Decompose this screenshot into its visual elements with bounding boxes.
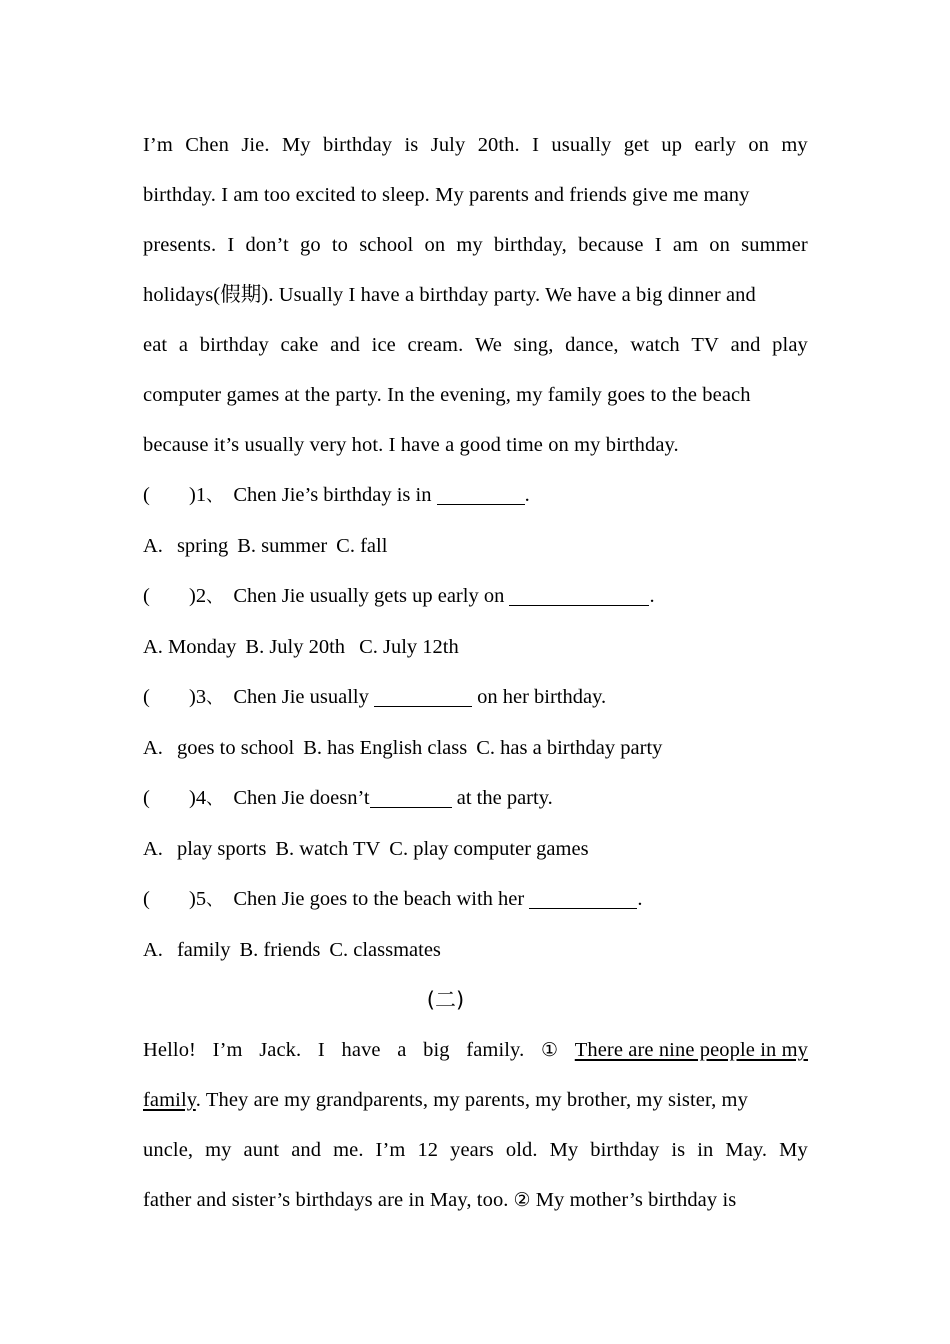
line-text: . They are my grandparents, my parents, my brother, my sister, my bbox=[195, 1089, 748, 1111]
question-tail: on her birthday. bbox=[477, 686, 607, 708]
word: school bbox=[359, 234, 414, 256]
underlined-sentence-one: There are nine people in my bbox=[574, 1039, 808, 1061]
question-number: 1 bbox=[195, 484, 207, 506]
question-text: Chen Jie doesn’t bbox=[233, 787, 370, 809]
option-a[interactable]: goes to school bbox=[176, 737, 295, 759]
word: and bbox=[330, 334, 361, 356]
line-text: holidays(假期). Usually I have a birthday party. We have a big dinner and bbox=[143, 284, 756, 306]
answer-blank-1[interactable] bbox=[437, 490, 525, 505]
option-a[interactable]: play sports bbox=[176, 838, 267, 860]
passage-one-line-2: birthday. I am too excited to sleep. My parents and friends give me many bbox=[143, 184, 750, 206]
word: I’m bbox=[375, 1139, 406, 1161]
question-text: Chen Jie’s birthday is in bbox=[233, 484, 432, 506]
question-2-options[interactable] bbox=[143, 622, 808, 672]
word: my bbox=[456, 234, 483, 256]
word: I bbox=[532, 134, 540, 156]
page-content bbox=[143, 120, 808, 1225]
passage-one-line-1 bbox=[143, 120, 808, 170]
circled-number-one-marker: ① bbox=[540, 1039, 559, 1061]
passage-one-line-4 bbox=[143, 270, 808, 320]
option-a[interactable]: spring bbox=[176, 535, 229, 557]
question-tail: . bbox=[637, 888, 643, 910]
option-a[interactable]: family bbox=[176, 939, 231, 961]
bracket-close: ) bbox=[189, 888, 196, 910]
word: I bbox=[317, 1039, 325, 1061]
word: sing, bbox=[513, 334, 554, 356]
word: don’t bbox=[245, 234, 289, 256]
question-2 bbox=[143, 571, 808, 622]
word: Jack. bbox=[259, 1039, 302, 1061]
word: cream. bbox=[407, 334, 464, 356]
word: me. bbox=[333, 1139, 364, 1161]
word: Chen bbox=[185, 134, 229, 156]
answer-bracket-4[interactable] bbox=[143, 773, 189, 823]
word: is bbox=[404, 134, 419, 156]
question-separator: 、 bbox=[206, 688, 224, 708]
word: in bbox=[697, 1139, 714, 1161]
bracket-open: ( bbox=[143, 585, 150, 607]
answer-bracket-1[interactable] bbox=[143, 470, 189, 520]
passage-two-line-2 bbox=[143, 1075, 808, 1125]
word: am bbox=[672, 234, 699, 256]
question-number: 3 bbox=[195, 686, 207, 708]
word: old. bbox=[505, 1139, 538, 1161]
bracket-close: ) bbox=[189, 686, 196, 708]
word: 12 bbox=[417, 1139, 439, 1161]
word: usually bbox=[551, 134, 612, 156]
bracket-close: ) bbox=[189, 787, 196, 809]
line-text: My mother’s birthday is bbox=[535, 1189, 737, 1211]
word: because bbox=[578, 234, 644, 256]
question-1 bbox=[143, 470, 808, 521]
answer-blank-5[interactable] bbox=[529, 894, 637, 909]
question-text: Chen Jie usually gets up early on bbox=[233, 585, 505, 607]
word: get bbox=[623, 134, 650, 156]
word: birthday bbox=[323, 134, 393, 156]
answer-bracket-3[interactable] bbox=[143, 672, 189, 722]
option-c[interactable]: C. July 12th bbox=[359, 636, 459, 658]
passage-one-line-6: computer games at the party. In the evening, my family goes to the beach bbox=[143, 384, 751, 406]
word: 20th. bbox=[477, 134, 520, 156]
word: my bbox=[781, 134, 808, 156]
question-4 bbox=[143, 773, 808, 824]
word: I bbox=[227, 234, 235, 256]
word: family. bbox=[466, 1039, 525, 1061]
section-heading-two: (二) bbox=[426, 988, 465, 1012]
word: a bbox=[178, 334, 189, 356]
word: play bbox=[772, 334, 808, 356]
bracket-close: ) bbox=[189, 585, 196, 607]
word: My bbox=[779, 1139, 808, 1161]
question-4-options[interactable] bbox=[143, 824, 808, 874]
word: birthday, bbox=[493, 234, 567, 256]
question-tail: . bbox=[524, 484, 530, 506]
question-3-options[interactable] bbox=[143, 723, 808, 773]
word: presents. bbox=[143, 234, 217, 256]
option-c[interactable]: C. has a birthday party bbox=[476, 737, 663, 759]
question-tail: . bbox=[649, 585, 655, 607]
option-a[interactable]: A. Monday bbox=[143, 636, 237, 658]
option-c[interactable]: C. play computer games bbox=[389, 838, 589, 860]
circled-number-two-marker: ② bbox=[513, 1189, 531, 1211]
word: I’m bbox=[143, 134, 173, 156]
passage-two bbox=[143, 1025, 808, 1225]
question-1-options[interactable] bbox=[143, 521, 808, 571]
word: go bbox=[300, 234, 321, 256]
option-b[interactable]: B. friends bbox=[239, 939, 321, 961]
option-c[interactable]: C. fall bbox=[336, 535, 388, 557]
word: have bbox=[341, 1039, 381, 1061]
underlined-sentence-one-cont: family bbox=[143, 1089, 196, 1111]
question-3 bbox=[143, 672, 808, 723]
word: Jie. bbox=[241, 134, 270, 156]
passage-one-line-3 bbox=[143, 220, 808, 270]
question-number: 5 bbox=[195, 888, 207, 910]
question-5-options[interactable] bbox=[143, 925, 808, 975]
word: and bbox=[291, 1139, 322, 1161]
option-b[interactable]: B. has English class bbox=[303, 737, 468, 759]
word: years bbox=[450, 1139, 494, 1161]
word: up bbox=[661, 134, 683, 156]
word: on bbox=[709, 234, 730, 256]
passage-one bbox=[143, 120, 808, 470]
answer-blank-4[interactable] bbox=[370, 793, 452, 808]
option-label-a: A. bbox=[143, 939, 163, 961]
word: I’m bbox=[212, 1039, 243, 1061]
word: early bbox=[694, 134, 736, 156]
option-label-a: A. bbox=[143, 535, 163, 557]
bracket-open: ( bbox=[143, 484, 150, 506]
answer-blank-2[interactable] bbox=[509, 591, 649, 606]
answer-bracket-2[interactable] bbox=[143, 571, 189, 621]
word: and bbox=[730, 334, 761, 356]
word: ice bbox=[371, 334, 396, 356]
word: Hello! bbox=[143, 1039, 196, 1061]
bracket-open: ( bbox=[143, 686, 150, 708]
option-label-a: A. bbox=[143, 838, 163, 860]
word: cake bbox=[280, 334, 319, 356]
word: on bbox=[748, 134, 770, 156]
word: on bbox=[424, 234, 446, 256]
option-b[interactable]: B. summer bbox=[237, 535, 328, 557]
word: birthday bbox=[590, 1139, 660, 1161]
word: TV bbox=[691, 334, 719, 356]
word: July bbox=[430, 134, 466, 156]
passage-one-line-5 bbox=[143, 320, 808, 370]
word: uncle, bbox=[143, 1139, 194, 1161]
word: big bbox=[423, 1039, 450, 1061]
question-text: Chen Jie goes to the beach with her bbox=[233, 888, 525, 910]
question-separator: 、 bbox=[206, 486, 224, 506]
word: We bbox=[474, 334, 502, 356]
passage-two-line-4 bbox=[143, 1175, 808, 1225]
option-b[interactable]: B. watch TV bbox=[275, 838, 381, 860]
word: to bbox=[331, 234, 349, 256]
passage-one-line-7: because it’s usually very hot. I have a good time on my birthday. bbox=[143, 434, 679, 456]
word: watch bbox=[630, 334, 680, 356]
word: birthday bbox=[199, 334, 269, 356]
option-label-a: A. bbox=[143, 737, 163, 759]
option-b[interactable]: B. July 20th bbox=[245, 636, 346, 658]
word: May. bbox=[725, 1139, 768, 1161]
question-number: 2 bbox=[195, 585, 207, 607]
question-5 bbox=[143, 874, 808, 925]
word: I bbox=[654, 234, 662, 256]
question-tail: at the party. bbox=[456, 787, 553, 809]
word: dance, bbox=[565, 334, 619, 356]
question-text: Chen Jie usually bbox=[233, 686, 369, 708]
word: My bbox=[549, 1139, 579, 1161]
question-separator: 、 bbox=[206, 890, 224, 910]
word: eat bbox=[143, 334, 168, 356]
question-separator: 、 bbox=[206, 587, 224, 607]
question-separator: 、 bbox=[206, 789, 224, 809]
word: is bbox=[671, 1139, 686, 1161]
question-number: 4 bbox=[195, 787, 207, 809]
answer-blank-3[interactable] bbox=[374, 692, 472, 707]
bracket-open: ( bbox=[143, 787, 150, 809]
answer-bracket-5[interactable] bbox=[143, 874, 189, 924]
word: My bbox=[281, 134, 311, 156]
option-c[interactable]: C. classmates bbox=[329, 939, 441, 961]
word: summer bbox=[741, 234, 808, 256]
word: a bbox=[397, 1039, 407, 1061]
passage-two-line-1 bbox=[143, 1025, 808, 1075]
passage-two-line-3 bbox=[143, 1125, 808, 1175]
bracket-open: ( bbox=[143, 888, 150, 910]
line-text: father and sister’s birthdays are in May, too. bbox=[143, 1189, 509, 1211]
word: aunt bbox=[243, 1139, 280, 1161]
bracket-close: ) bbox=[189, 484, 196, 506]
word: my bbox=[205, 1139, 232, 1161]
